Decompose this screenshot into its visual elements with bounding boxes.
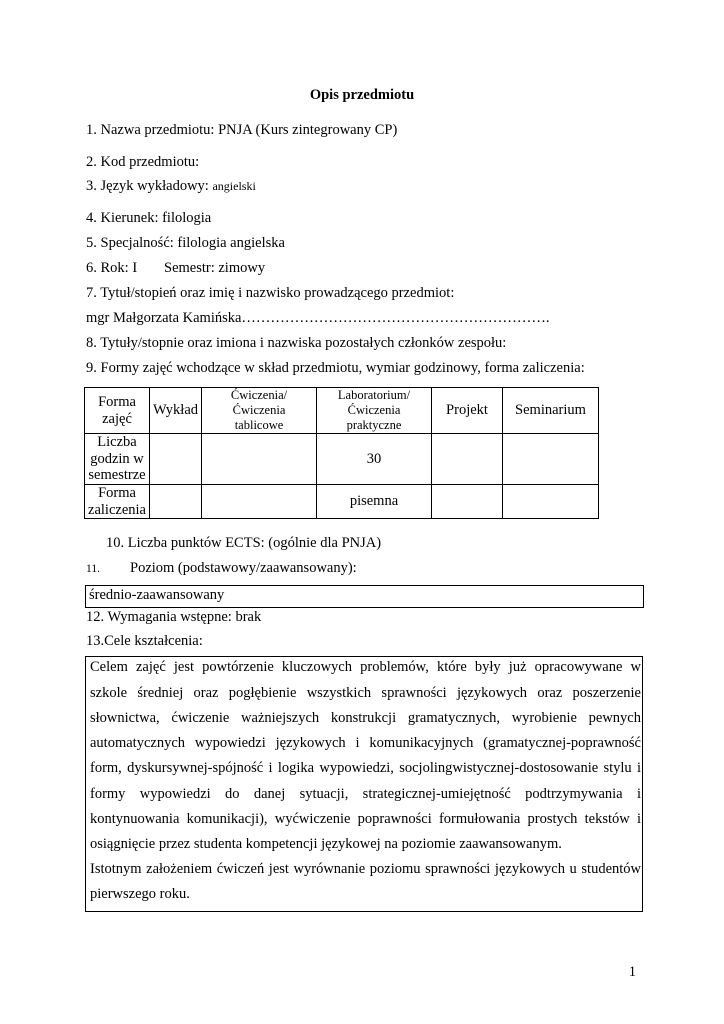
goals-line: form, dyskursywnej-spójność i logika wypowiedzi, socjolingwistycznej-dostosowanie stylu i (90, 760, 641, 776)
language-label: 3. Język wykładowy: (86, 178, 213, 194)
goals-line: formy wypowiedzi do danej sytuacji, strategicznej-umiejętność podtrzymywania i (90, 786, 641, 802)
goals-line: słownictwa, ćwiczenie ważniejszych konstrukcji gramatycznych, wyrobienie pewnych (90, 710, 641, 726)
semester-line: Semestr: zimowy (164, 260, 266, 276)
table-header-cell: Projekt (432, 388, 503, 434)
goals-line: Istotnym założeniem ćwiczeń jest wyrównanie poziomu sprawności językowych u studentów (90, 861, 641, 877)
goals-line: Celem zajęć jest powtórzenie kluczowych problemów, które były już opracowywane w (90, 659, 641, 675)
goals-line: kontynuowania komunikacji), wyćwiczenie poprawności formułowania prostych tekstów i (90, 811, 641, 827)
table-header-cell: Wykład (150, 388, 202, 434)
table-cell (432, 485, 503, 519)
level-value-box (85, 585, 644, 608)
level-number: 11. (86, 563, 100, 575)
table-header-cell: Seminarium (503, 388, 599, 434)
table-header-row (85, 388, 599, 434)
table-cell (150, 434, 202, 485)
table-row-label: Liczba godzin w semestrze (85, 434, 150, 485)
team-heading: 8. Tytuły/stopnie oraz imiona i nazwiska pozostałych członków zespołu: (86, 335, 507, 351)
ects-line: 10. Liczba punktów ECTS: (ogólnie dla PNJA) (106, 535, 382, 551)
table-row (85, 434, 599, 485)
prerequisites-line: 12. Wymagania wstępne: brak (86, 609, 262, 625)
goals-line: osiągnięcie przez studenta kompetencji językowej na poziomie zaawansowanym. (90, 836, 562, 852)
table-cell: 30 (317, 434, 432, 485)
goals-line: automatycznych wypowiedzi językowych i komunikacyjnych (gramatycznej-poprawność (90, 735, 641, 751)
language-line (86, 178, 256, 195)
table-cell (432, 434, 503, 485)
forms-heading: 9. Formy zajęć wchodzące w skład przedmiotu, wymiar godzinowy, forma zaliczenia: (86, 360, 585, 376)
course-name-line: 1. Nazwa przedmiotu: PNJA (Kurs zintegrowany CP) (86, 122, 398, 138)
table-cell (503, 485, 599, 519)
course-code-line: 2. Kod przedmiotu: (86, 154, 200, 170)
table-header-cell: Laboratorium/ Ćwiczenia praktyczne (317, 388, 432, 434)
language-value: angielski (212, 179, 256, 193)
table-cell (202, 485, 317, 519)
instructor-name: mgr Małgorzata Kamińska………………………………………………………. (86, 310, 550, 326)
table-row-label: Forma zaliczenia (85, 485, 150, 519)
goals-box (85, 656, 643, 912)
goals-line: pierwszego roku. (90, 886, 190, 902)
level-value: średnio-zaawansowany (89, 587, 225, 603)
year-line: 6. Rok: I (86, 260, 138, 276)
page-number: 1 (628, 964, 636, 980)
page-title: Opis przedmiotu (309, 87, 415, 103)
table-cell (202, 434, 317, 485)
instructor-heading: 7. Tytuł/stopień oraz imię i nazwisko prowadzącego przedmiot: (86, 285, 455, 301)
specialty-line: 5. Specjalność: filologia angielska (86, 235, 285, 251)
table-header-cell: Ćwiczenia/ Ćwiczenia tablicowe (202, 388, 317, 434)
level-heading: Poziom (podstawowy/zaawansowany): (130, 560, 357, 576)
field-line: 4. Kierunek: filologia (86, 210, 212, 226)
table-cell: pisemna (317, 485, 432, 519)
goals-heading: 13.Cele kształcenia: (86, 633, 203, 649)
table-cell (150, 485, 202, 519)
table-header-cell: Forma zajęć (85, 388, 150, 434)
goals-line: szkole średniej oraz pogłębienie wszystkich sprawności językowych oraz poszerzenie (90, 685, 641, 701)
table-row (85, 485, 599, 519)
table-cell (503, 434, 599, 485)
course-forms-table (84, 387, 599, 519)
